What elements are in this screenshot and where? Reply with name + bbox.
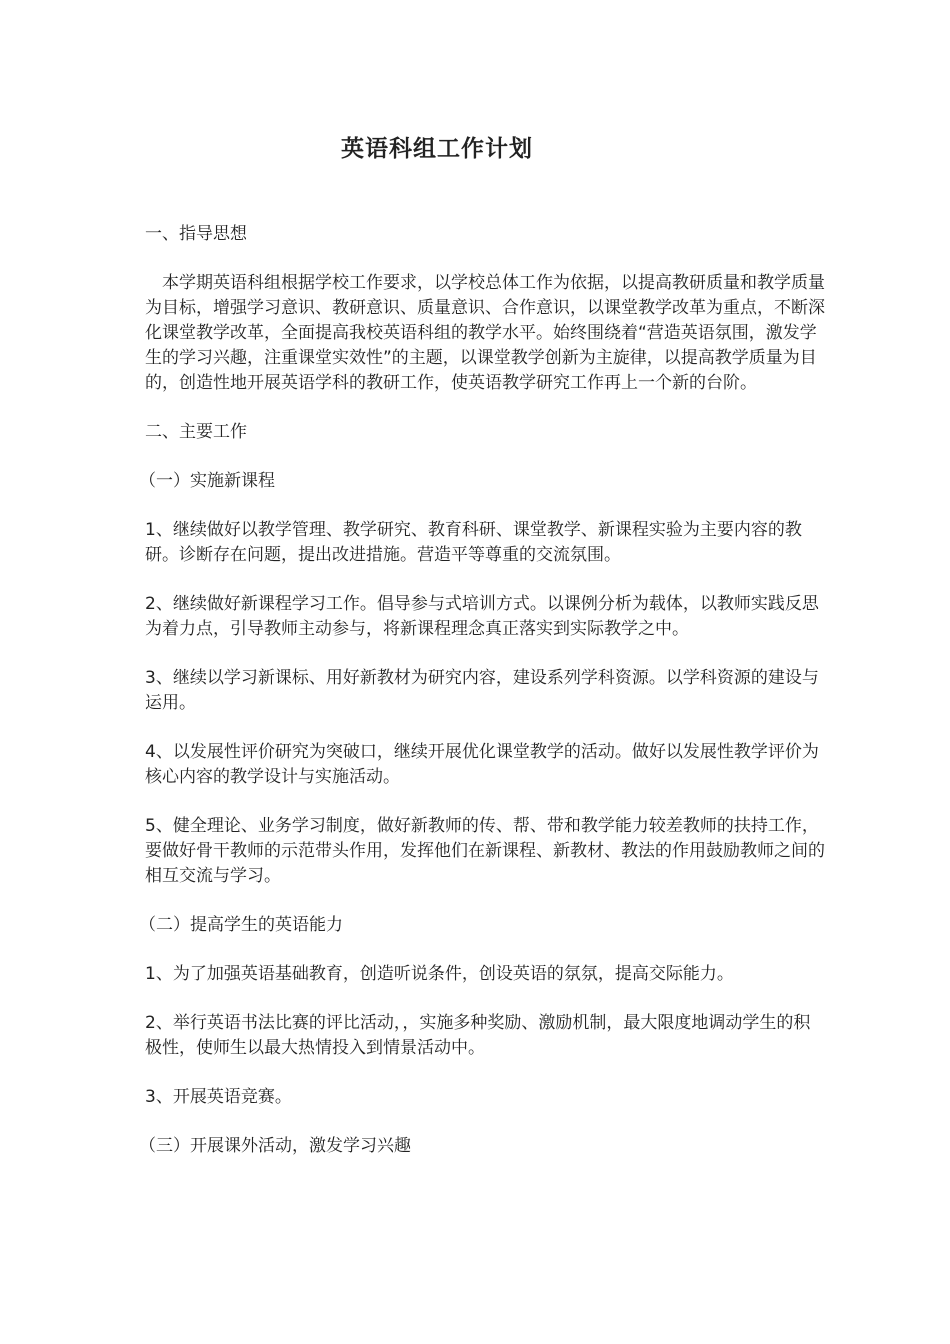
section-heading-guiding-ideology: 一、指导思想 <box>145 224 247 244</box>
list-item: 1、为了加强英语基础教育，创造听说条件，创设英语的氛氛，提高交际能力。 <box>145 964 734 984</box>
list-item: 3、开展英语竞赛。 <box>145 1087 292 1107</box>
list-item: 4、以发展性评价研究为突破口，继续开展优化课堂教学的活动。做好以发展性教学评价为核心内容的教学设计与实施活动。 <box>145 742 819 787</box>
list-item: 1、继续做好以教学管理、教学研究、教育科研、课堂教学、新课程实验为主要内容的教研。诊断存在问题，提出改进措施。营造平等尊重的交流氛围。 <box>145 520 802 565</box>
list-item: 2、继续做好新课程学习工作。倡导参与式培训方式。以课例分析为载体，以教师实践反思为着力点，引导教师主动参与，将新课程理念真正落实到实际教学之中。 <box>145 594 819 639</box>
document-body <box>139 222 825 1183</box>
list-item: 3、继续以学习新课标、用好新教材为研究内容，建设系列学科资源。以学科资源的建设与运用。 <box>145 668 819 713</box>
document-title: 英语科组工作计划 <box>341 136 533 162</box>
subsection-heading-extracurricular: （三）开展课外活动，激发学习兴趣 <box>139 1136 411 1156</box>
list-item: 5、健全理论、业务学习制度，做好新教师的传、帮、带和教学能力较差教师的扶持工作，要做好骨干教师的示范带头作用，发挥他们在新课程、新教材、教法的作用鼓励教师之间的相互交流与学习。 <box>145 816 825 886</box>
subsection-heading-new-curriculum: （一）实施新课程 <box>139 471 275 491</box>
section-heading-main-work: 二、主要工作 <box>145 422 247 442</box>
list-item: 2、举行英语书法比赛的评比活动，，实施多种奖励、激励机制，最大限度地调动学生的积极性，使师生以最大热情投入到情景活动中。 <box>145 1013 811 1058</box>
subsection-heading-english-ability: （二）提高学生的英语能力 <box>139 915 343 935</box>
paragraph-guiding-ideology: 本学期英语科组根据学校工作要求，以学校总体工作为依据，以提高教研质量和教学质量为目标，增强学习意识、教研意识、质量意识、合作意识，以课堂教学改革为重点，不断深化课堂教学改革，全面提高我校英语科组的教学水平。始终围绕着“营造英语氛围，激发学生的学习兴趣，注重课堂实效性”的主题，以课堂教学创新为主旋律，以提高教学质量为目的，创造性地开展英语学科的教研工作，使英语教学研究工作再上一个新的台阶。 <box>145 273 825 393</box>
